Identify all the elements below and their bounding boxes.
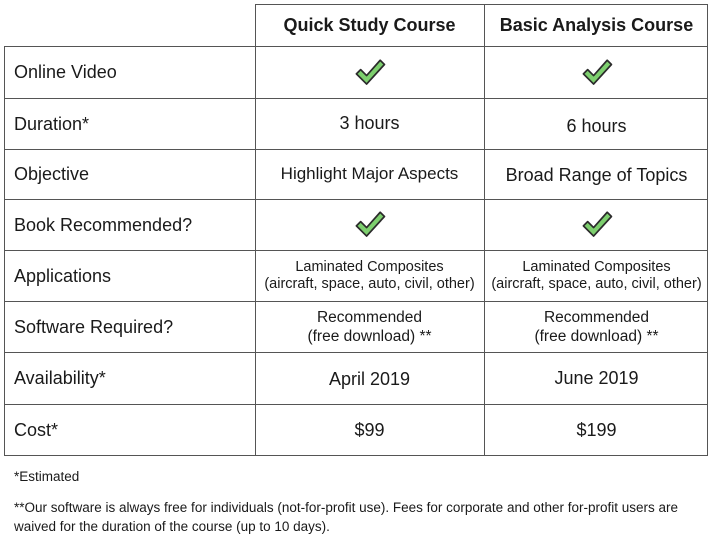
applications-line1: Laminated Composites: [522, 259, 671, 275]
row-label-availability: Availability*: [14, 368, 106, 388]
software-line2: (free download) **: [534, 328, 659, 345]
row-label-objective: Objective: [14, 164, 90, 184]
applications-line1: Laminated Composites: [295, 259, 444, 275]
applications-basic-analysis: [485, 251, 708, 301]
row-label-applications: Applications: [14, 265, 112, 286]
check-icon: [485, 200, 708, 250]
row-label-book-recommended: Book Recommended?: [14, 214, 193, 235]
row-label-software-required: Software Required?: [14, 316, 174, 337]
applications-line2: (aircraft, space, auto, civil, other): [264, 276, 475, 292]
row-label-cost: Cost*: [14, 419, 59, 440]
footnote-software: **Our software is always free for individuals (not-for-profit use). Fees for corporate and other for-profit users are waived for the duration of the course (up to 10 days).: [14, 500, 679, 534]
availability-basic-analysis: June 2019: [554, 368, 639, 388]
objective-quick-study: Highlight Major Aspects: [280, 163, 459, 183]
row-label-duration: Duration*: [14, 113, 90, 134]
column-header-basic-analysis: Basic Analysis Course: [499, 15, 694, 35]
applications-line2: (aircraft, space, auto, civil, other): [491, 276, 702, 292]
cost-basic-analysis: $199: [576, 419, 617, 440]
check-icon: [485, 47, 708, 98]
software-line1: Recommended: [316, 309, 423, 326]
check-icon: [256, 200, 483, 250]
software-line1: Recommended: [543, 309, 650, 326]
cost-quick-study: $99: [354, 419, 385, 440]
software-basic-analysis: [485, 302, 708, 352]
software-line2: (free download) **: [307, 328, 432, 345]
row-label-online-video: Online Video: [14, 62, 117, 82]
check-icon: [256, 47, 483, 98]
availability-quick-study: April 2019: [328, 369, 411, 389]
column-header-quick-study: Quick Study Course: [283, 15, 456, 35]
footnote-estimated: *Estimated: [14, 469, 80, 484]
grid-line: [4, 455, 708, 456]
objective-basic-analysis: Broad Range of Topics: [505, 164, 688, 185]
duration-basic-analysis: 6 hours: [566, 115, 627, 136]
software-quick-study: [256, 302, 483, 352]
applications-quick-study: [256, 251, 483, 301]
duration-quick-study: 3 hours: [339, 112, 400, 133]
